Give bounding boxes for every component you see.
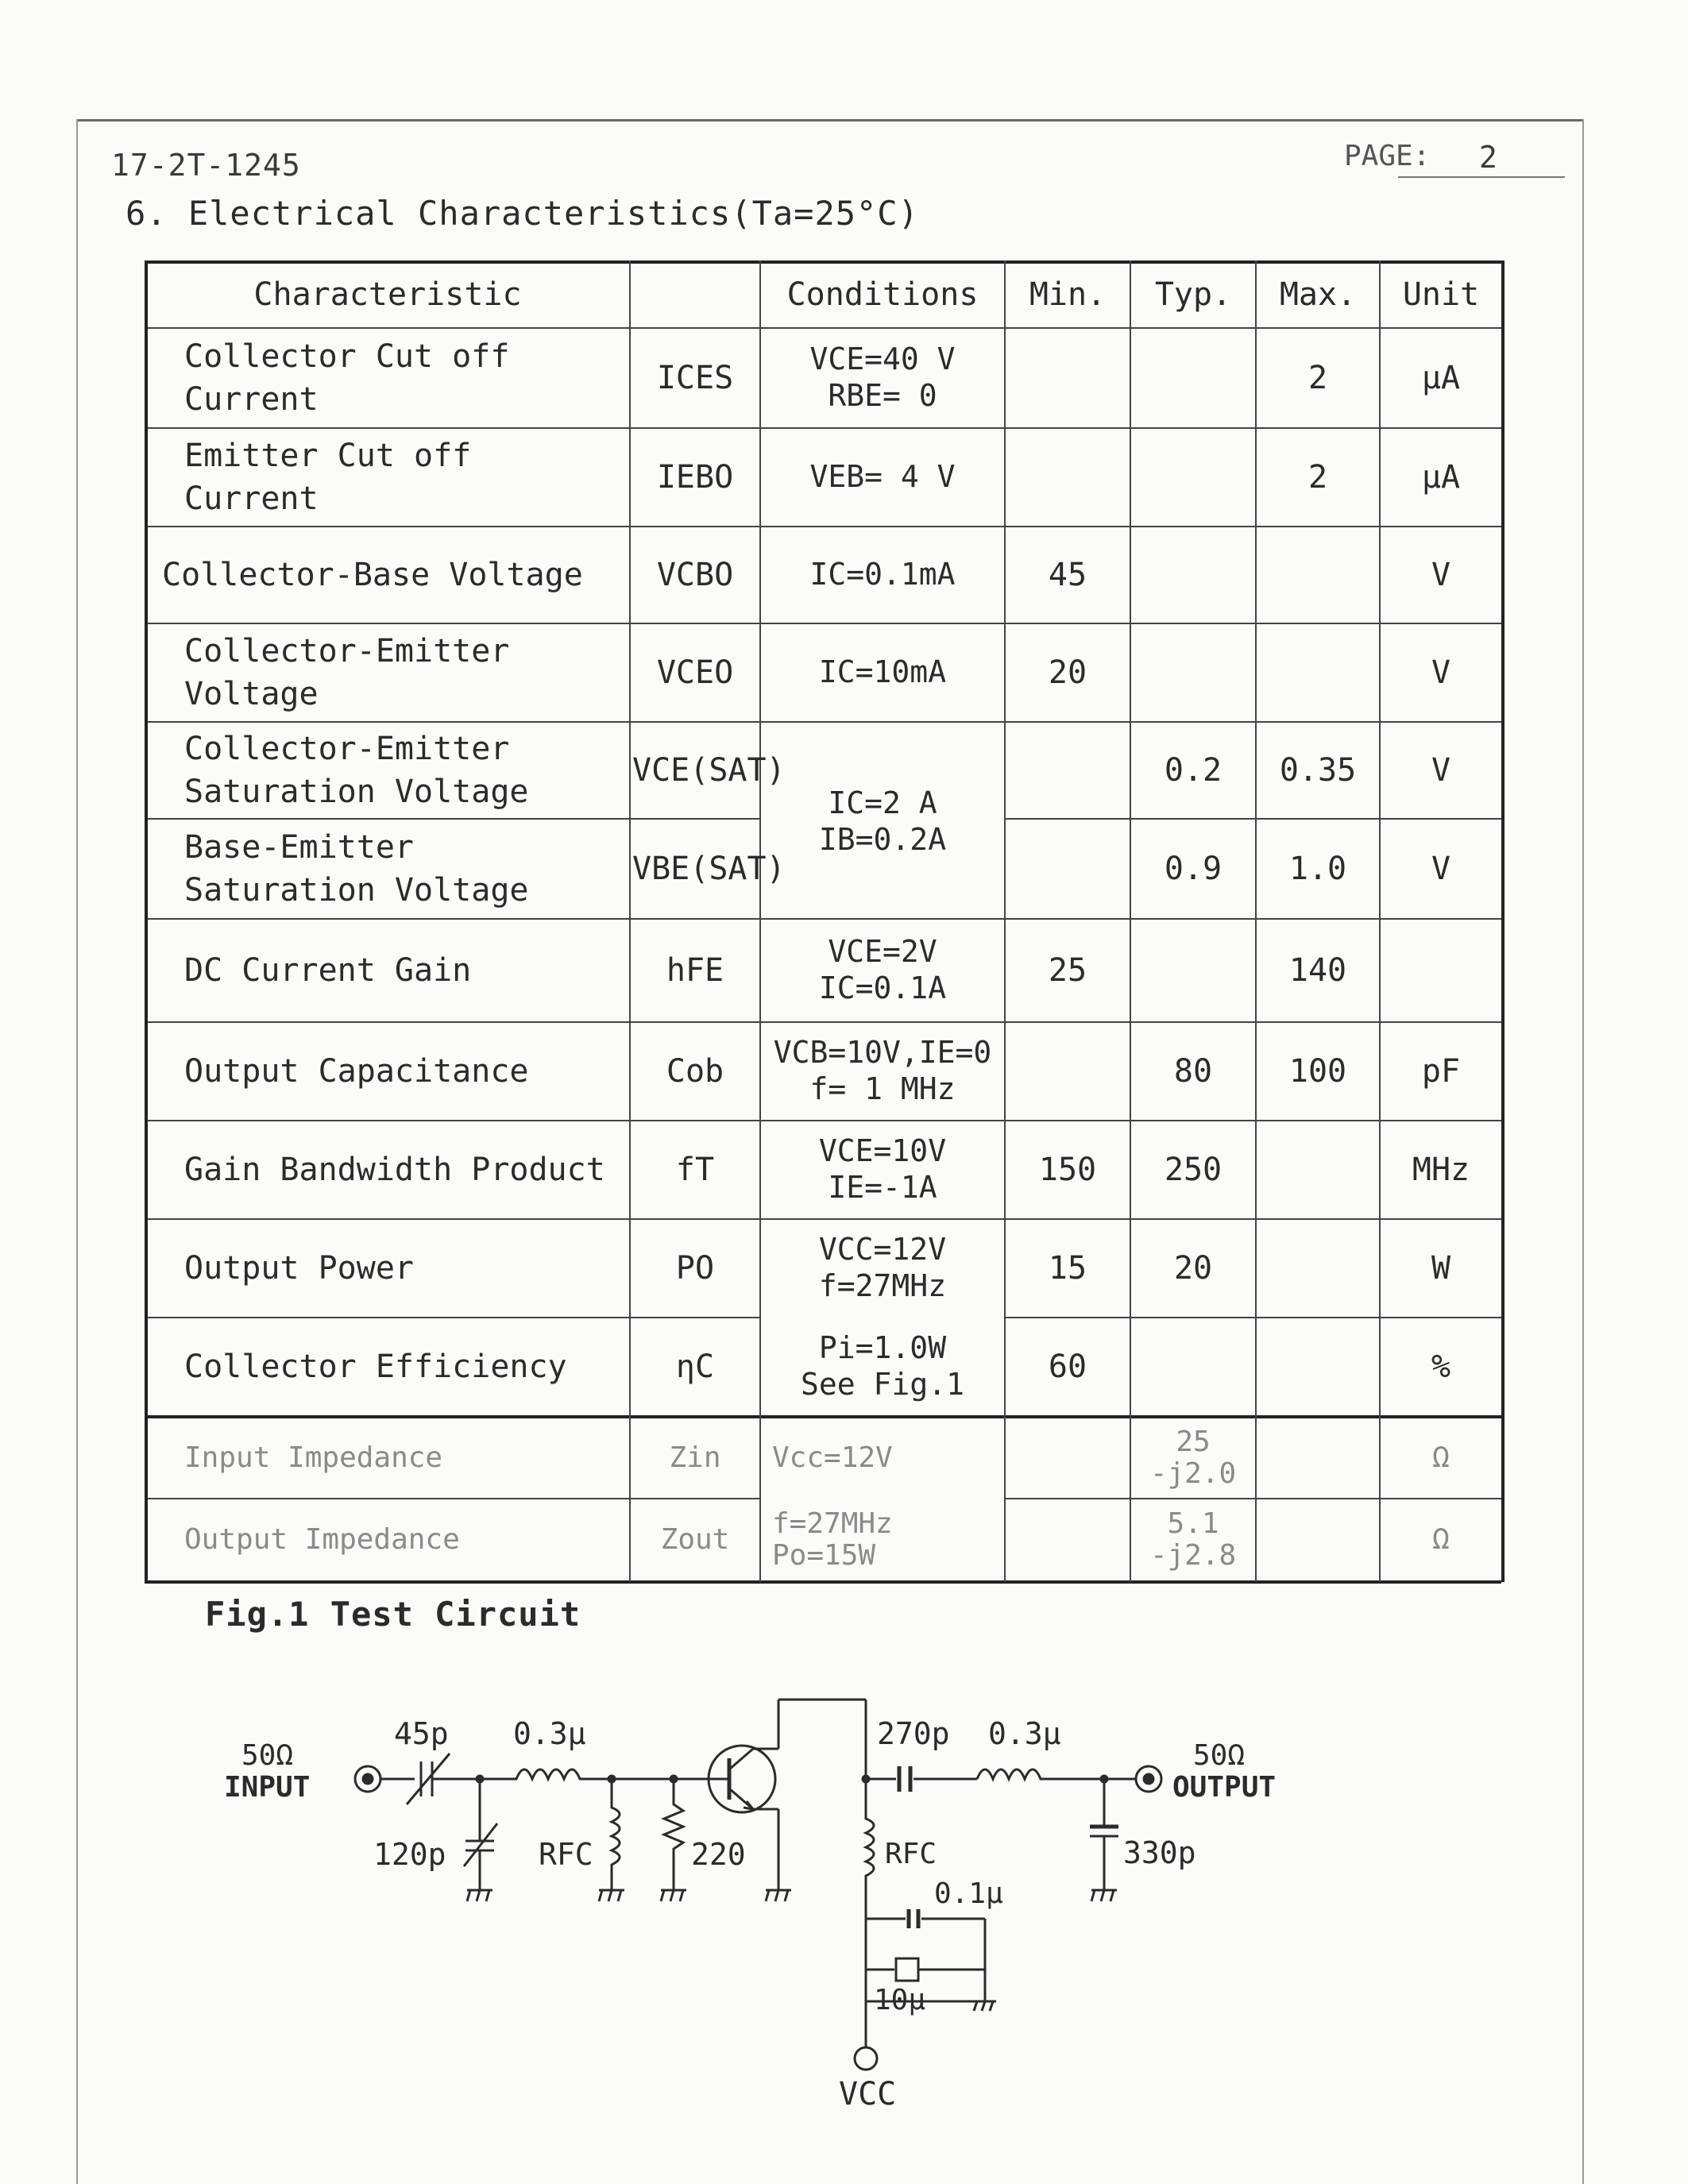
output-series-cap-label: 270p	[877, 1716, 950, 1751]
row-max: 140	[1288, 952, 1347, 989]
row-symbol: VCEO	[656, 654, 734, 691]
output-inductor-label: 0.3μ	[988, 1716, 1061, 1751]
row-conditions: IC=10mA	[818, 654, 947, 690]
header-unit: Unit	[1402, 276, 1480, 313]
bypass-small-cap-label: 0.1μ	[934, 1877, 1003, 1910]
ground-icon	[467, 1890, 470, 1901]
row-characteristic: Collector-Base Voltage	[162, 557, 583, 593]
saturation-conditions: IC=2 A IB=0.2A	[818, 785, 947, 857]
page-number: 2	[1479, 140, 1497, 175]
ground-icon	[618, 1890, 621, 1901]
base-resistor-label: 220	[691, 1837, 746, 1872]
row-characteristic: Collector Efficiency	[184, 1349, 567, 1385]
row-conditions: VCB=10V,IE=0 f= 1 MHz	[773, 1035, 992, 1106]
row-conditions: VCE=2V IC=0.1A	[818, 934, 947, 1005]
ground-icon	[990, 2001, 993, 2011]
input-connector-center-icon	[363, 1774, 373, 1784]
header-min: Min.	[1029, 276, 1107, 313]
transistor-collector-lead	[729, 1749, 753, 1769]
row-characteristic: Output Capacitance	[184, 1053, 529, 1090]
row-conditions: Vcc=12V	[772, 1441, 893, 1474]
row-symbol: Zout	[660, 1522, 730, 1556]
ground-icon	[670, 1890, 674, 1901]
row-unit: V	[1431, 557, 1451, 593]
row-characteristic: Input Impedance	[184, 1441, 443, 1474]
output-label: OUTPUT	[1172, 1771, 1277, 1804]
electrolytic-capacitor-icon	[896, 1958, 918, 1981]
row-characteristic: Output Impedance	[184, 1522, 460, 1556]
row-symbol: IEBO	[656, 459, 734, 496]
supply-label: VCC	[839, 2076, 897, 2113]
row-symbol: ηC	[675, 1349, 715, 1385]
row-typ: 0.9	[1164, 851, 1223, 887]
output-connector-center-icon	[1144, 1774, 1153, 1784]
row-typ: 80	[1173, 1053, 1213, 1090]
row-unit: W	[1431, 1250, 1451, 1287]
ground-icon	[1091, 1890, 1095, 1901]
row-min: 45	[1048, 557, 1087, 593]
ground-icon	[775, 1890, 778, 1901]
document-number: 17-2T-1245	[111, 148, 301, 183]
row-conditions: VCC=12V f=27MHz	[818, 1232, 947, 1303]
ground-icon	[974, 2001, 977, 2011]
collector-rfc-label: RFC	[885, 1838, 937, 1870]
row-conditions: VCE=40 V RBE= 0	[809, 341, 956, 413]
ground-icon	[608, 1890, 612, 1901]
row-typ: 20	[1173, 1250, 1213, 1287]
row-characteristic: Output Power	[184, 1250, 414, 1287]
row-symbol: fT	[675, 1152, 715, 1188]
row-unit: V	[1431, 851, 1451, 887]
header-conditions: Conditions	[786, 276, 979, 313]
row-unit: μA	[1421, 360, 1461, 396]
ground-icon	[680, 1890, 683, 1901]
ground-icon	[477, 1890, 480, 1901]
base-rfc-label: RFC	[539, 1837, 593, 1872]
row-conditions: VCE=10V IE=-1A	[818, 1133, 947, 1205]
output-shunt-cap-label: 330p	[1123, 1835, 1196, 1870]
rfc-choke-icon	[612, 1779, 620, 1890]
row-unit: Ω	[1432, 1441, 1450, 1474]
row-min: 60	[1048, 1349, 1087, 1385]
row-unit: V	[1431, 752, 1451, 789]
row-min: 20	[1048, 654, 1087, 691]
output-impedance-label: 50Ω	[1193, 1739, 1246, 1772]
row-typ: 0.2	[1164, 752, 1223, 789]
input-label: INPUT	[224, 1771, 311, 1804]
resistor-icon	[664, 1779, 683, 1890]
row-symbol: VCE(SAT)	[632, 752, 786, 789]
row-characteristic: Collector Cut off Current	[184, 338, 510, 418]
row-conditions: Pi=1.0W See Fig.1	[801, 1330, 964, 1402]
input-shunt-cap-label: 120p	[373, 1837, 446, 1872]
row-conditions: VEB= 4 V	[809, 459, 956, 495]
row-characteristic: Base-Emitter Saturation Voltage	[184, 829, 529, 909]
row-conditions: IC=0.1mA	[809, 557, 956, 592]
input-impedance-label: 50Ω	[241, 1739, 294, 1772]
row-symbol: ICES	[656, 360, 734, 396]
row-max: 2	[1308, 459, 1328, 496]
row-symbol: hFE	[666, 952, 724, 989]
ground-icon	[1101, 1890, 1104, 1901]
row-characteristic: Emitter Cut off Current	[184, 438, 472, 517]
row-symbol: Zin	[669, 1441, 721, 1474]
row-symbol: VCBO	[656, 557, 734, 593]
row-symbol: VBE(SAT)	[632, 851, 786, 887]
row-unit: pF	[1421, 1053, 1461, 1090]
header-max: Max.	[1279, 276, 1357, 313]
row-unit: MHz	[1412, 1152, 1470, 1188]
row-typ: 25 -j2.0	[1149, 1426, 1237, 1490]
row-unit: μA	[1421, 459, 1461, 496]
row-characteristic: Collector-Emitter Saturation Voltage	[184, 731, 529, 810]
row-unit: Ω	[1432, 1522, 1450, 1556]
row-typ: 5.1 -j2.8	[1149, 1507, 1237, 1572]
row-min: 15	[1048, 1250, 1087, 1287]
ground-icon	[486, 1890, 489, 1901]
page-label: PAGE:	[1344, 140, 1431, 172]
row-characteristic: Gain Bandwidth Product	[184, 1152, 605, 1188]
input-series-cap-label: 45p	[394, 1716, 449, 1751]
header-typ: Typ.	[1154, 276, 1232, 313]
header-characteristic: Characteristic	[253, 276, 522, 313]
ground-icon	[982, 2001, 985, 2011]
rfc-choke-icon	[866, 1779, 874, 1906]
row-unit: V	[1431, 654, 1451, 691]
row-max: 2	[1308, 360, 1328, 396]
ground-icon	[599, 1890, 602, 1901]
ground-icon	[766, 1890, 769, 1901]
input-inductor-label: 0.3μ	[513, 1716, 586, 1751]
inductor-icon	[977, 1769, 1104, 1779]
bypass-large-cap-label: 10μ	[874, 1984, 926, 2016]
row-characteristic: Collector-Emitter Voltage	[184, 633, 510, 712]
figure-title: Fig.1 Test Circuit	[205, 1595, 581, 1634]
row-characteristic: DC Current Gain	[184, 952, 472, 989]
inductor-icon	[480, 1769, 612, 1779]
row-symbol: Cob	[666, 1053, 724, 1090]
row-min: 25	[1048, 952, 1087, 989]
ground-icon	[1111, 1890, 1114, 1901]
row-max: 100	[1288, 1053, 1347, 1090]
section-title: 6. Electrical Characteristics(Ta=25°C)	[126, 194, 919, 233]
row-max: 0.35	[1279, 752, 1357, 789]
row-conditions: f=27MHz Po=15W	[772, 1507, 893, 1572]
row-typ: 250	[1164, 1152, 1223, 1188]
row-min: 150	[1038, 1152, 1097, 1188]
ground-icon	[785, 1890, 788, 1901]
row-symbol: PO	[675, 1250, 715, 1287]
row-max: 1.0	[1288, 851, 1347, 887]
row-unit: %	[1431, 1349, 1451, 1385]
vcc-terminal-icon	[855, 2047, 877, 2070]
ground-icon	[661, 1890, 664, 1901]
